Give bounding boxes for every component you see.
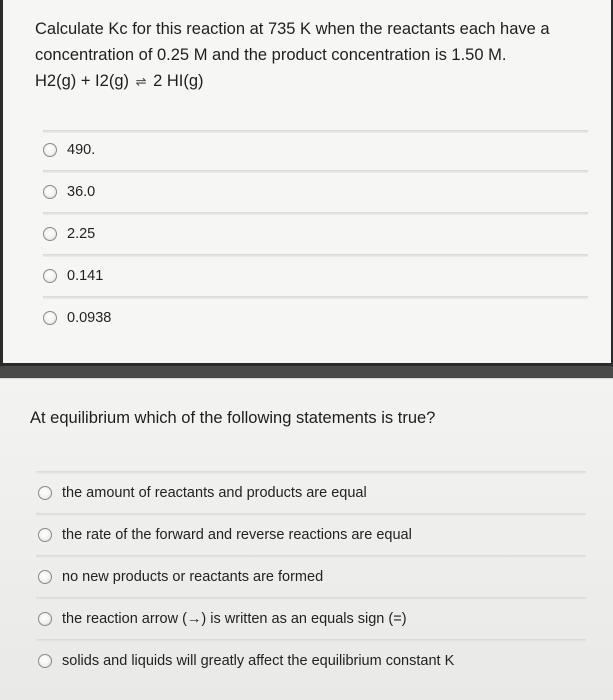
q2-option-4-label: the reaction arrow (→) is written as an equals sign (=) — [62, 611, 407, 627]
divider — [36, 597, 586, 600]
radio-button[interactable] — [38, 486, 52, 500]
q2-option-1-label: the amount of reactants and products are equal — [62, 485, 367, 501]
radio-button[interactable] — [43, 143, 57, 157]
q2-option-1[interactable] — [38, 485, 367, 501]
q1-option-4[interactable] — [43, 268, 103, 284]
question-1-text — [35, 16, 595, 95]
q2-option-5-label: solids and liquids will greatly affect the equilibrium constant K — [62, 653, 455, 669]
radio-button[interactable] — [38, 612, 52, 626]
radio-button[interactable] — [43, 311, 57, 325]
radio-button[interactable] — [38, 570, 52, 584]
divider — [36, 471, 586, 474]
q2-option-4[interactable] — [38, 611, 407, 627]
q2-option-3-label: no new products or reactants are formed — [62, 569, 324, 585]
question-1-line-2: concentration of 0.25 M and the product concentration is 1.50 M. — [35, 46, 507, 64]
divider — [43, 254, 588, 257]
q2-option-2[interactable] — [38, 527, 412, 543]
q1-option-3-label: 2.25 — [67, 226, 96, 242]
divider — [43, 130, 588, 133]
q1-option-2-label: 36.0 — [67, 184, 96, 200]
question-1-line-1: Calculate Kc for this reaction at 735 K when the reactants each have a — [35, 20, 550, 38]
divider — [43, 170, 588, 173]
q2-option-2-label: the rate of the forward and reverse reactions are equal — [62, 527, 412, 543]
q1-option-1-label: 490. — [67, 142, 96, 158]
reaction-equation — [35, 72, 204, 90]
q1-option-3[interactable] — [43, 226, 95, 242]
q1-option-5[interactable] — [43, 310, 111, 326]
q1-option-5-label: 0.0938 — [67, 310, 112, 326]
radio-button[interactable] — [43, 227, 57, 241]
q1-option-4-label: 0.141 — [67, 268, 104, 284]
divider — [43, 212, 588, 215]
radio-button[interactable] — [38, 528, 52, 542]
equation-reactants: H2(g) + I2(g) — [35, 72, 129, 90]
divider — [36, 639, 586, 642]
q1-option-2[interactable] — [43, 184, 95, 200]
divider — [43, 296, 588, 299]
question-2-text: At equilibrium which of the following statements is true? — [30, 409, 436, 427]
divider — [36, 555, 586, 558]
q2-option-5[interactable] — [38, 653, 454, 669]
q2-option-3[interactable] — [38, 569, 323, 585]
equilibrium-arrow-icon: ⇌ — [135, 74, 147, 89]
question-2-card — [0, 378, 613, 700]
q1-option-1[interactable] — [43, 142, 95, 158]
equation-products: 2 HI(g) — [153, 72, 204, 90]
divider — [36, 513, 586, 516]
radio-button[interactable] — [43, 185, 57, 199]
radio-button[interactable] — [43, 269, 57, 283]
radio-button[interactable] — [38, 654, 52, 668]
